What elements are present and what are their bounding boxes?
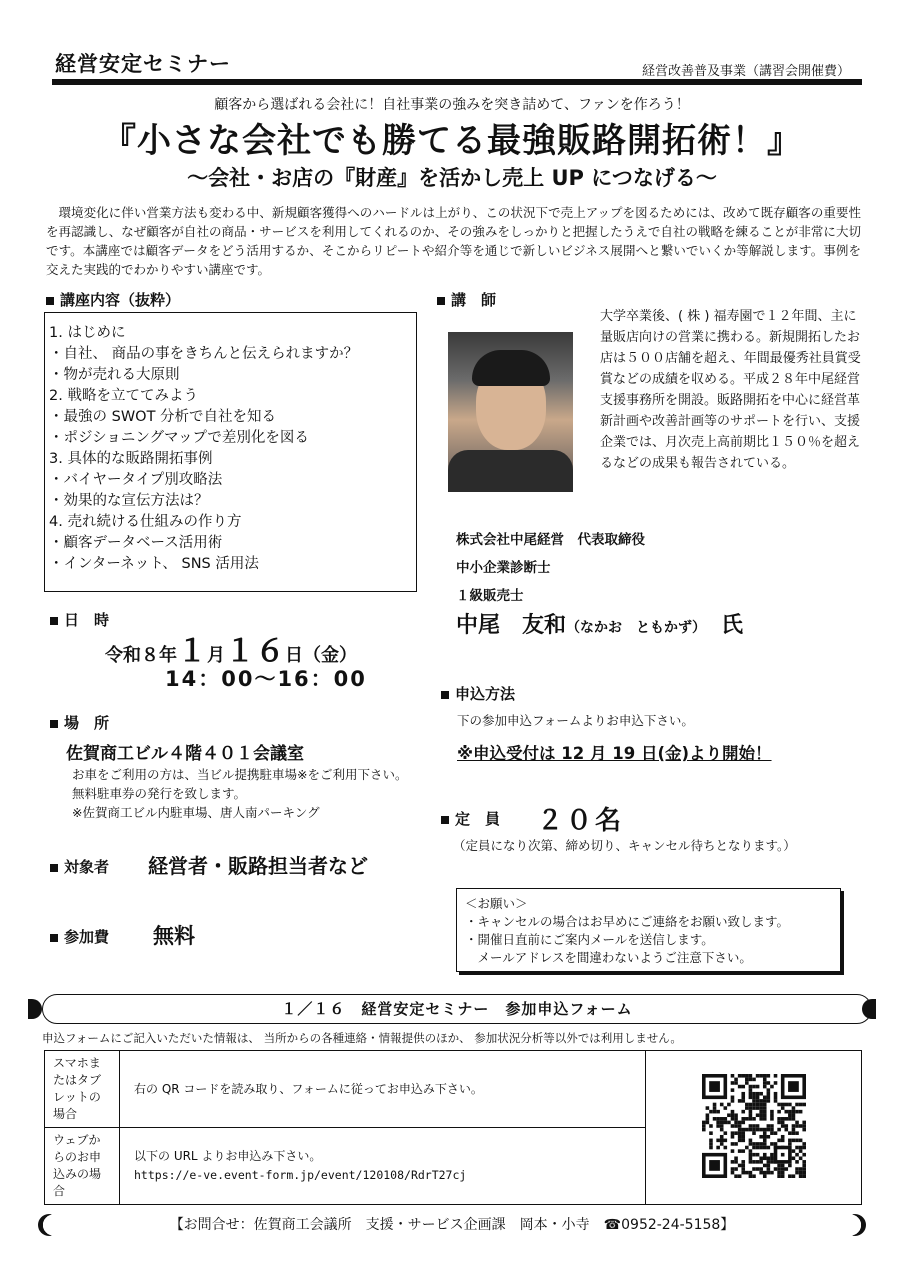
catch-copy: 顧客から選ばれる会社に！自社事業の強みを突き詰めて、ファンを作ろう！ xyxy=(214,97,690,113)
form-banner: １／１６ 経営安定セミナー 参加申込フォーム xyxy=(42,994,872,1024)
qr-code-cell[interactable] xyxy=(646,1051,862,1205)
course-item: ・顧客データベース活用術 xyxy=(49,535,223,551)
form-row-label: ウェブからのお申込みの場合 xyxy=(45,1128,120,1205)
course-item: ・物が売れる大原則 xyxy=(49,367,180,383)
square-bullet-icon xyxy=(50,934,58,942)
time-value: 14：00～16：00 xyxy=(165,667,367,691)
capacity-note: （定員になり次第、締め切り、キャンセル待ちとなります。） xyxy=(453,838,796,853)
table-row xyxy=(45,1051,862,1128)
capacity-value: ２０名 xyxy=(537,806,625,836)
apply-start-notice: ※申込受付は 12 月 19 日(金)より開始！ xyxy=(457,744,772,763)
venue-heading: 場 所 xyxy=(50,712,109,733)
course-item: 3. 具体的な販路開拓事例 xyxy=(49,451,213,467)
application-form-table xyxy=(44,1050,862,1205)
sub-title: ～会社・お店の『財産』を活かし売上 UP につなげる～ xyxy=(187,166,717,190)
banner-left-cap xyxy=(28,999,42,1019)
target-heading: 対象者 xyxy=(50,856,109,877)
form-row-label: スマホまたはタブレットの場合 xyxy=(45,1051,120,1128)
course-item: ・ポジショニングマップで差別化を図る xyxy=(49,430,309,446)
course-item: ・インターネット、 SNS 活用法 xyxy=(49,556,259,572)
main-title: 『小さな会社でも勝てる最強販路開拓術！』 xyxy=(102,121,802,161)
course-item: ・最強の SWOT 分析で自社を知る xyxy=(49,409,277,425)
lecturer-qualification: １級販売士 xyxy=(456,588,524,604)
form-row-text: 以下の URL よりお申込み下さい。 https://e-ve.event-form.jp/event/120108/RdrT27cj xyxy=(120,1128,646,1205)
privacy-note: 申込フォームにご記入いただいた情報は、 当所からの各種連絡・情報提供のほか、 参加状況分析等以外では利用しません。 xyxy=(42,1031,682,1045)
date-heading: 日 時 xyxy=(50,609,109,630)
target-value: 経営者・販路担当者など xyxy=(148,854,368,878)
square-bullet-icon xyxy=(441,691,449,699)
form-row-text: 右の QR コードを読み取り、フォームに従ってお申込み下さい。 xyxy=(120,1051,646,1128)
lecturer-title: 株式会社中尾経営 代表取締役 xyxy=(456,532,645,548)
lecturer-photo xyxy=(448,332,573,492)
course-item: ・バイヤータイプ別攻略法 xyxy=(49,472,223,488)
lecturer-heading: 講 師 xyxy=(437,289,496,310)
square-bullet-icon xyxy=(441,816,449,824)
apply-text: 下の参加申込フォームよりお申込下さい。 xyxy=(457,713,694,728)
course-item: 2. 戦略を立ててみよう xyxy=(49,388,198,404)
lecturer-kana: （なかお ともかず） xyxy=(566,620,700,636)
request-line: ・キャンセルの場合はお早めにご連絡をお願い致します。 xyxy=(465,914,790,929)
qr-code-icon[interactable] xyxy=(702,1074,806,1178)
course-heading: 講座内容（抜粋） xyxy=(46,289,180,310)
intro-paragraph: 環境変化に伴い営業方法も変わる中、新規顧客獲得へのハードルは上がり、この状況下で売上アップを図るためには、改めて既存顧客の重要性を再認識し、なぜ顧客が自社の商品・サービスを利用してくれるのか、その強みをしっかりと把握したうえで自社の戦略を練ることが非常に大切です。本講座では顧客データをどう活用するか、そこからリピートや紹介等を通じで新しいビジネス展開へと繋いでいくか等解説します。事例を交えた実践的でわかりやすい講座です。 xyxy=(46,205,861,277)
lecturer-profile: 大学卒業後、( 株 ) 福寿園で１２年間、主に量販店向けの営業に携わる。新規開拓したお店は５００店舗を超え、年間最優秀社員賞受賞などの成績を収める。平成２８年中尾経営支援事務所を開設。販路開拓を中心に経営革新計画や改善計画等のサポートを行い、支援企業では、月次売上高前期比１５０％を超えるなどの成果も報告されている。 xyxy=(600,309,861,471)
square-bullet-icon xyxy=(50,864,58,872)
fee-heading: 参加費 xyxy=(50,926,109,947)
course-box xyxy=(44,312,417,592)
capacity-heading: 定 員 xyxy=(441,808,500,829)
request-line: メールアドレスを間違わないようご注意下さい。 xyxy=(465,950,752,965)
course-item: ・自社、 商品の事をきちんと伝えられますか？ xyxy=(49,346,359,362)
venue-name: 佐賀商工ビル４階４０１会議室 xyxy=(66,744,304,764)
course-item: 4. 売れ続ける仕組みの作り方 xyxy=(49,514,242,530)
venue-note: お車をご利用の方は、当ビル提携駐車場※をご利用下さい。 無料駐車券の発行を致します。 ※佐賀商工ビル内駐車場、唐人南パーキング xyxy=(72,767,408,820)
program-name: 経営改善普及事業（講習会開催費） xyxy=(641,64,850,79)
application-url-link[interactable]: https://e-ve.event-form.jp/event/120108/RdrT27cj xyxy=(134,1168,467,1182)
request-title: ＜お願い＞ xyxy=(465,896,528,911)
square-bullet-icon xyxy=(437,297,445,305)
square-bullet-icon xyxy=(46,297,54,305)
contact-info: 【お問合せ：佐賀商工会議所 支援・サービス企画課 岡本・小寺 ☎0952-24-5158】 xyxy=(169,1217,735,1233)
apply-heading: 申込方法 xyxy=(441,683,515,704)
request-box xyxy=(456,888,841,972)
course-item: ・効果的な宣伝方法は？ xyxy=(49,493,209,509)
header-rule xyxy=(52,79,862,85)
course-item: 1. はじめに xyxy=(49,325,126,341)
fee-value: 無料 xyxy=(153,924,195,948)
square-bullet-icon xyxy=(50,720,58,728)
lecturer-name: 中尾 友和（なかお ともかず） 氏 xyxy=(456,612,744,638)
square-bullet-icon xyxy=(50,617,58,625)
date-value: 令和８年１月１６日（金） xyxy=(105,634,357,669)
lecturer-qualification: 中小企業診断士 xyxy=(456,560,551,576)
request-line: ・開催日直前にご案内メールを送信します。 xyxy=(465,932,714,947)
seminar-tag: 経営安定セミナー xyxy=(55,52,231,76)
